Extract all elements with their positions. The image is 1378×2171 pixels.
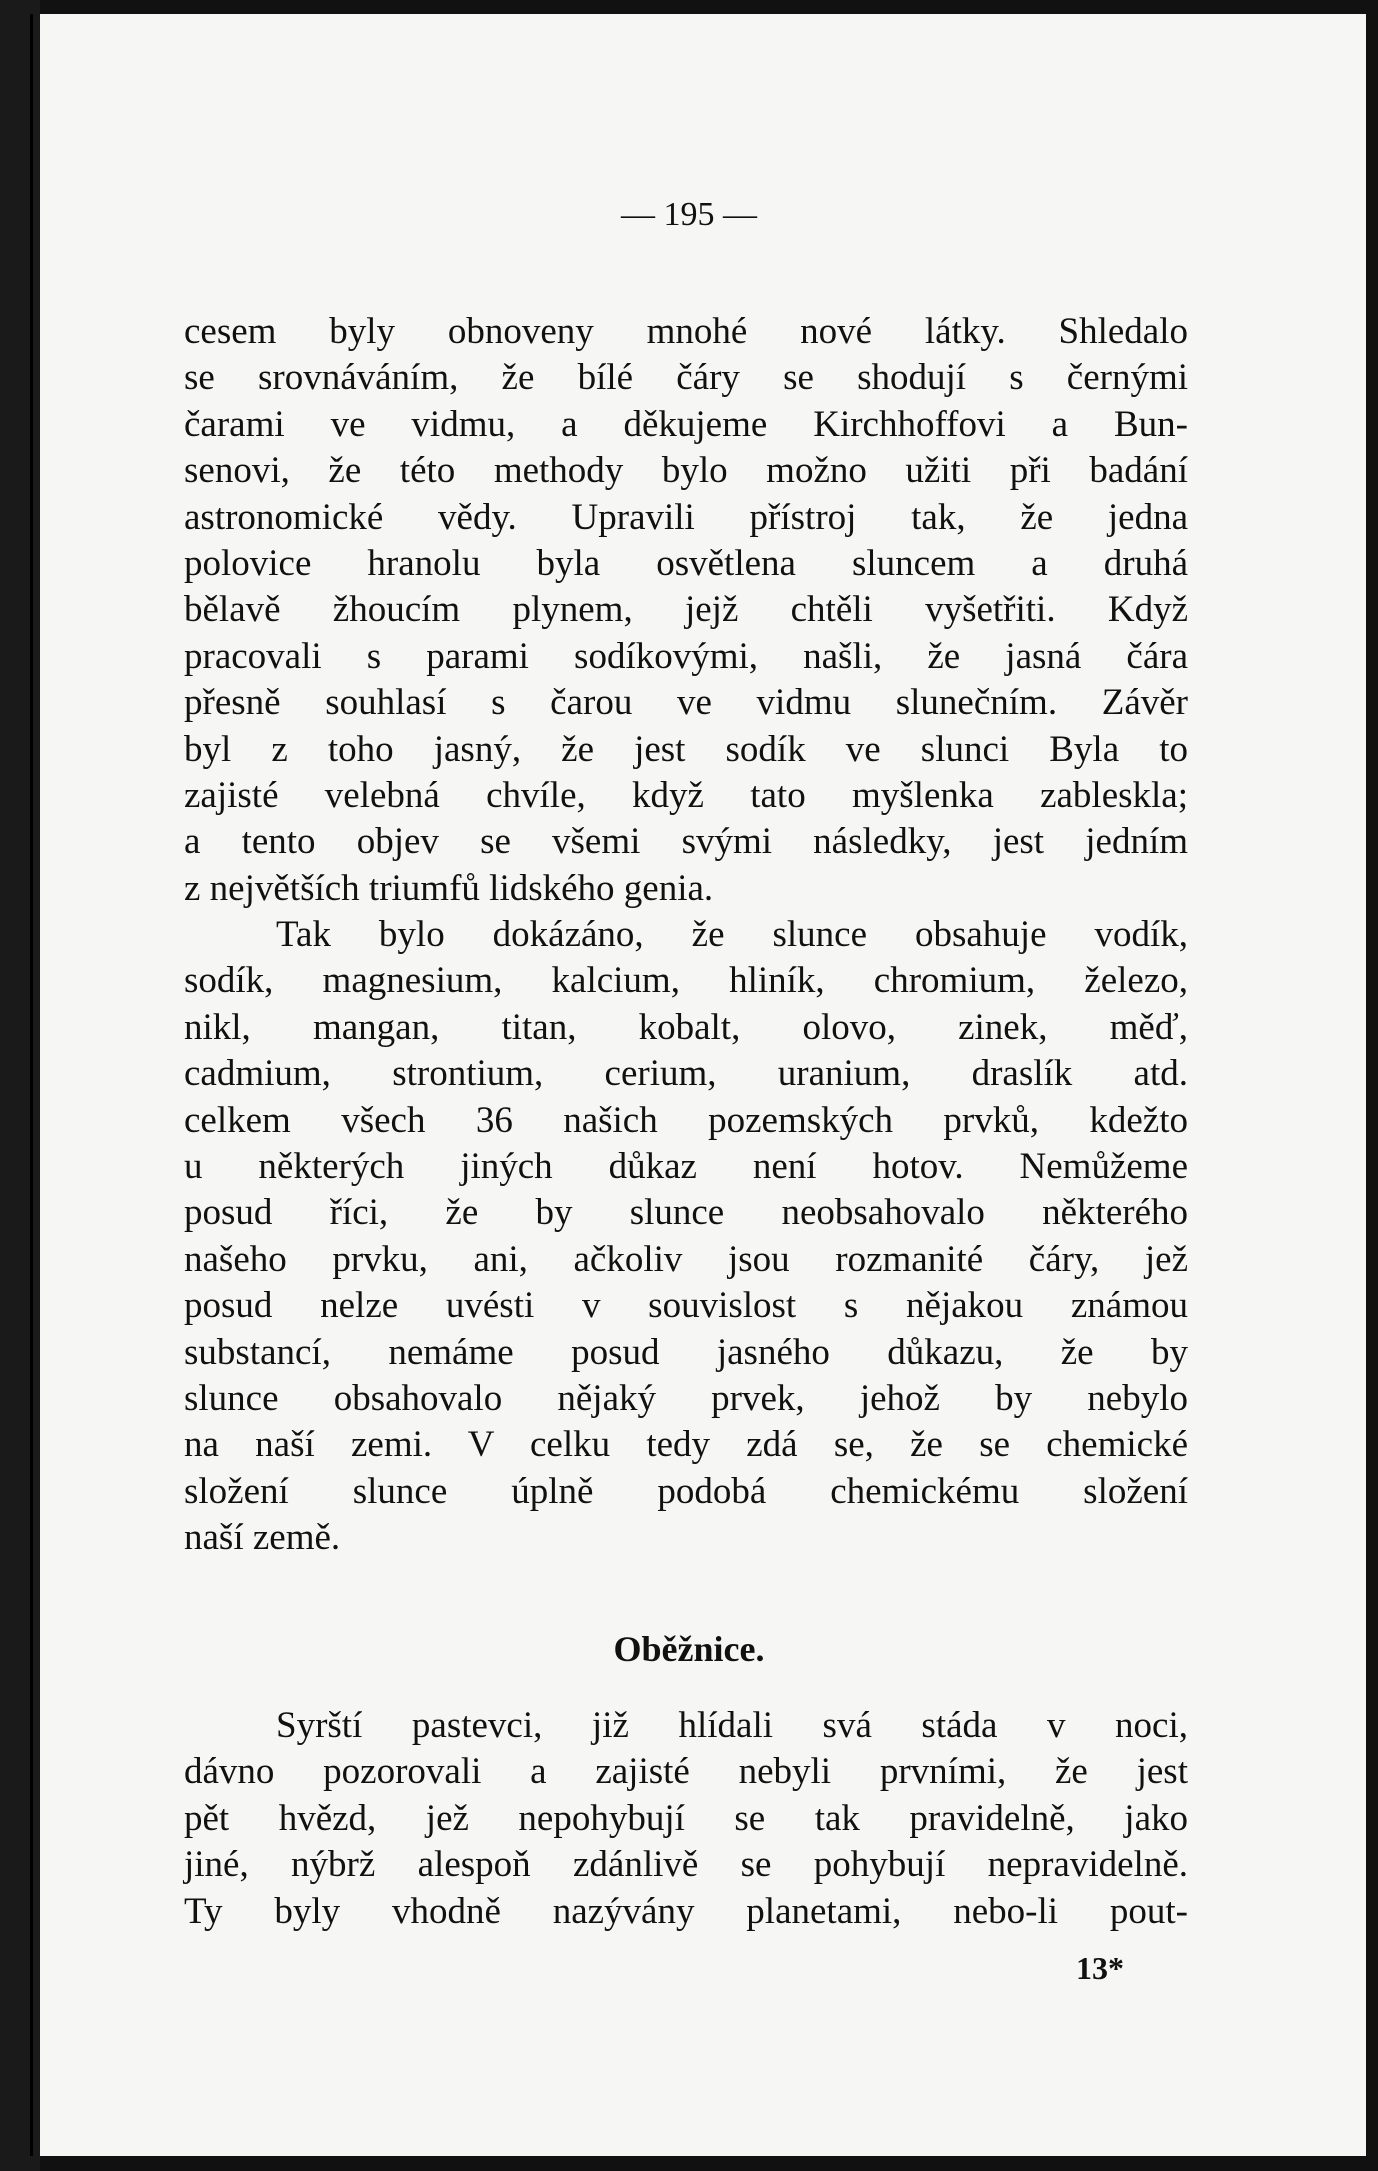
text-line: a tento objev se všemi svými následky, jest jedním bbox=[184, 821, 1188, 863]
text-line: čarami ve vidmu, a děkujeme Kirchhoffovi a Bun- bbox=[184, 403, 1188, 445]
text-line: Ty byly vhodně nazývány planetami, nebo-li pout- bbox=[184, 1890, 1188, 1932]
text-line: byl z toho jasný, že jest sodík ve slunci Byla to bbox=[184, 728, 1188, 770]
text-line: sodík, magnesium, kalcium, hliník, chromium, železo, bbox=[184, 960, 1188, 1002]
text-line: Tak bylo dokázáno, že slunce obsahuje vodík, bbox=[276, 914, 1188, 955]
text-line: u některých jiných důkaz není hotov. Nemůžeme bbox=[184, 1145, 1188, 1187]
text-line: slunce obsahovalo nějaký prvek, jehož by nebylo bbox=[184, 1377, 1188, 1419]
scan-edge-left bbox=[0, 0, 40, 2171]
paragraph-1 bbox=[184, 309, 1188, 912]
text-line: na naší zemi. V celku tedy zdá se, že se chemické bbox=[184, 1424, 1188, 1466]
text-line: astronomické vědy. Upravili přístroj tak, že jedna bbox=[184, 496, 1188, 538]
text-line: našeho prvku, ani, ačkoliv jsou rozmanité čáry, jež bbox=[184, 1238, 1188, 1280]
text-line: bělavě žhoucím plynem, jejž chtěli vyšetřiti. Když bbox=[184, 589, 1188, 631]
scan-edge-line bbox=[30, 14, 33, 2156]
text-line: celkem všech 36 našich pozemských prvků, kdežto bbox=[184, 1099, 1188, 1141]
text-line: naší země. bbox=[184, 1517, 341, 1559]
page-number: — 195 — bbox=[621, 196, 757, 233]
text-line: cesem byly obnoveny mnohé nové látky. Shledalo bbox=[184, 311, 1188, 352]
text-line: polovice hranolu byla osvětlena sluncem a druhá bbox=[184, 542, 1188, 584]
text-line: posud nelze uvésti v souvislost s nějakou známou bbox=[184, 1285, 1188, 1327]
text-line: Syrští pastevci, již hlídali svá stáda v noci, bbox=[276, 1705, 1188, 1746]
text-line: z největších triumfů lidského genia. bbox=[184, 867, 714, 909]
text-line: se srovnáváním, že bílé čáry se shodují s černými bbox=[184, 357, 1188, 399]
signature-mark: 13* bbox=[1076, 1950, 1124, 1986]
paragraph-3 bbox=[184, 1703, 1188, 1935]
text-line: posud říci, že by slunce neobsahovalo některého bbox=[184, 1192, 1188, 1234]
text-line: přesně souhlasí s čarou ve vidmu slunečním. Závěr bbox=[184, 682, 1188, 724]
text-line: cadmium, strontium, cerium, uranium, draslík atd. bbox=[184, 1053, 1188, 1095]
text-line: senovi, že této methody bylo možno užiti při badání bbox=[184, 450, 1188, 492]
text-line: substancí, nemáme posud jasného důkazu, že by bbox=[184, 1331, 1188, 1373]
text-line: zajisté velebná chvíle, když tato myšlenka zableskla; bbox=[184, 774, 1188, 816]
text-line: složení slunce úplně podobá chemickému složení bbox=[184, 1470, 1188, 1512]
text-line: dávno pozorovali a zajisté nebyli prvními, že jest bbox=[184, 1751, 1188, 1793]
section-heading: Oběžnice. bbox=[613, 1629, 765, 1669]
paragraph-2 bbox=[184, 912, 1188, 1561]
text-line: pracovali s parami sodíkovými, našli, že jasná čára bbox=[184, 635, 1188, 677]
text-line: pět hvězd, jež nepohybují se tak pravidelně, jako bbox=[184, 1797, 1188, 1839]
text-line: jiné, nýbrž alespoň zdánlivě se pohybují nepravidelně. bbox=[184, 1844, 1188, 1886]
text-line: nikl, mangan, titan, kobalt, olovo, zinek, měď, bbox=[184, 1006, 1188, 1048]
